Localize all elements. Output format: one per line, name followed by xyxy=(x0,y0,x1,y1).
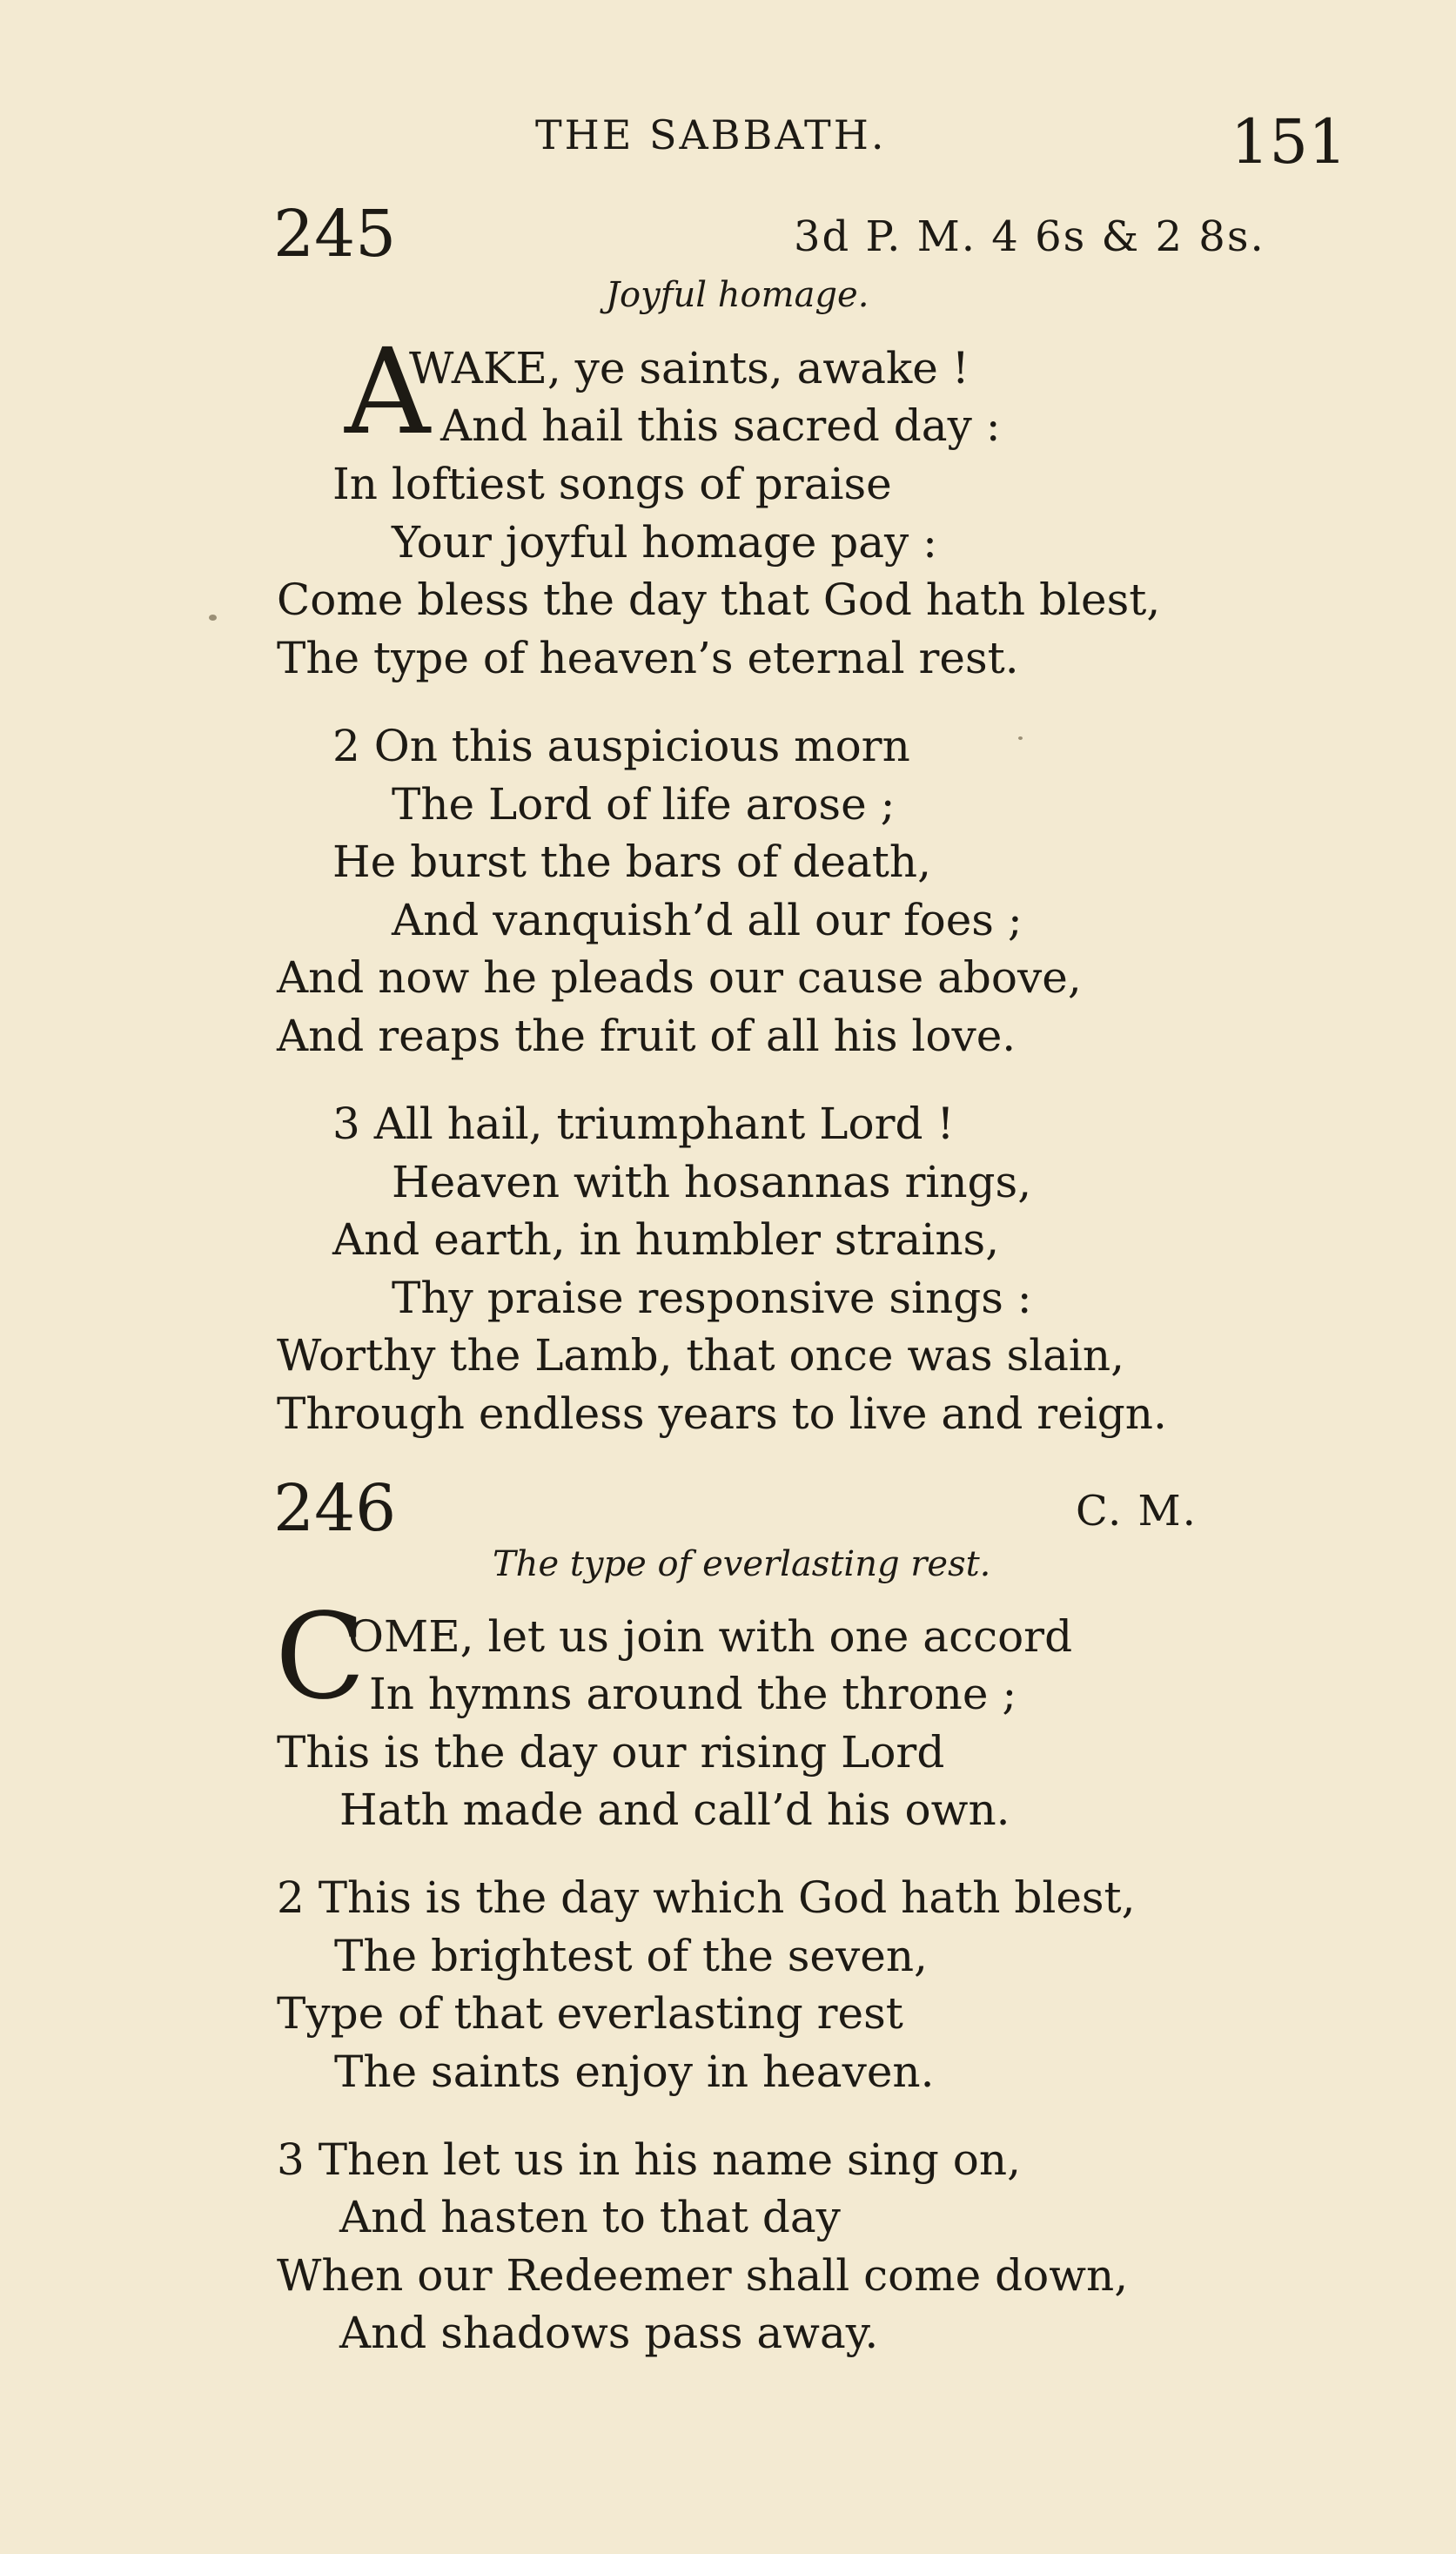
hymn-subtitle-246: The type of everlasting rest. xyxy=(493,1544,991,1584)
hymn-245-v2-line-5: And now he pleads our cause above, xyxy=(277,952,1082,1003)
paper-speck xyxy=(209,615,217,621)
hymn-246-v2-line-2: The brightest of the seven, xyxy=(334,1931,928,1981)
hymn-meter-245: 3d P. M. 4 6s & 2 8s. xyxy=(794,212,1265,261)
hymn-245-line-3: In loftiest songs of praise xyxy=(332,459,892,509)
hymn-245-v3-line-2: Heaven with hosannas rings, xyxy=(392,1157,1032,1207)
hymn-245-v2-line-2: The Lord of life arose ; xyxy=(392,779,896,830)
hymn-meter-246: C. M. xyxy=(1076,1487,1198,1536)
hymn-245-v3-line-1: 3 All hail, triumphant Lord ! xyxy=(332,1099,955,1149)
hymn-246-v3-line-1: 3 Then let us in his name sing on, xyxy=(277,2134,1021,2185)
hymn-246-v3-line-3: When our Redeemer shall come down, xyxy=(277,2250,1129,2301)
hymn-245-line-6: The type of heaven’s eternal rest. xyxy=(277,633,1019,683)
hymn-245-v3-line-6: Through endless years to live and reign. xyxy=(277,1388,1167,1439)
hymn-245-line-1: WAKE, ye saints, awake ! xyxy=(409,343,970,393)
drop-cap-246: C xyxy=(275,1589,366,1726)
hymn-246-v3-line-4: And shadows pass away. xyxy=(339,2308,879,2358)
hymn-246-v2-line-4: The saints enjoy in heaven. xyxy=(334,2047,935,2097)
hymn-245-v2-line-1: 2 On this auspicious morn xyxy=(332,721,910,771)
hymn-245-line-4: Your joyful homage pay : xyxy=(392,517,938,568)
hymn-subtitle-245: Joyful homage. xyxy=(606,275,869,315)
hymn-246-v2-line-1: 2 This is the day which God hath blest, xyxy=(277,1872,1136,1923)
hymn-246-line-1: OME, let us join with one accord xyxy=(348,1611,1073,1662)
hymn-246-v2-line-3: Type of that everlasting rest xyxy=(277,1988,903,2039)
hymn-number-246: 246 xyxy=(273,1471,397,1546)
paper-speck xyxy=(1018,736,1023,740)
drop-cap-245: A xyxy=(345,324,431,461)
hymn-number-245: 245 xyxy=(273,197,397,272)
hymn-245-v2-line-4: And vanquish’d all our foes ; xyxy=(392,895,1023,945)
page-number: 151 xyxy=(1231,106,1347,178)
hymn-245-v3-line-3: And earth, in humbler strains, xyxy=(332,1214,1000,1265)
hymn-246-line-4: Hath made and call’d his own. xyxy=(339,1784,1010,1835)
hymn-245-v2-line-6: And reaps the fruit of all his love. xyxy=(277,1011,1017,1061)
hymn-246-v3-line-2: And hasten to that day xyxy=(339,2192,841,2242)
hymn-245-v2-line-3: He burst the bars of death, xyxy=(332,837,931,887)
hymn-245-v3-line-4: Thy praise responsive sings : xyxy=(392,1273,1032,1323)
hymn-245-line-2: And hail this sacred day : xyxy=(440,400,1001,451)
hymn-245-v3-line-5: Worthy the Lamb, that once was slain, xyxy=(277,1330,1125,1381)
hymn-246-line-2: In hymns around the throne ; xyxy=(369,1669,1017,1719)
hymn-246-line-3: This is the day our rising Lord xyxy=(277,1727,945,1778)
hymn-245-line-5: Come bless the day that God hath blest, xyxy=(277,575,1161,625)
running-head: THE SABBATH. xyxy=(535,111,887,158)
